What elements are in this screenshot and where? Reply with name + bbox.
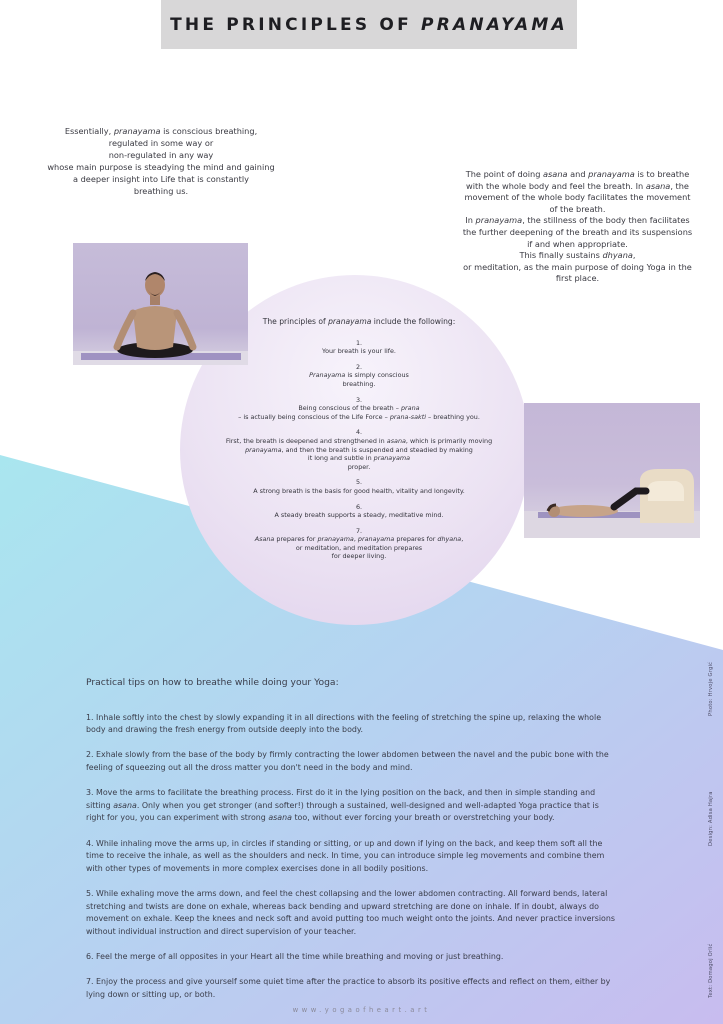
photo-credit: Photo: Hrvoje Grgić xyxy=(708,661,714,716)
tip-item: 5. While exhaling move the arms down, and feel the chest collapsing and the lower abdomen contracting. All forward bends, lateral stretching and twists are done on exhale, whereas back bending and upward stretching are done on inhale. If in doubt, always do movement on exhale. Keep the knees and neck soft and avoid putting too much weight onto the joints. And never practice inversions without individual instruction and direct supervision of your teacher. xyxy=(86,888,615,936)
principle-item: 4. First, the breath is deepened and strengthened in asana, which is primarily moving pranayama, and then the breath is suspended and steadied by making it long and subtle in pranayama proper. xyxy=(225,428,493,471)
tip-item: 6. Feel the merge of all opposites in your Heart all the time while breathing and moving or just breathing. xyxy=(86,951,504,961)
principle-item: 6. A steady breath supports a steady, meditative mind. xyxy=(274,502,444,520)
principle-item: 5. A strong breath is the basis for good health, vitality and longevity. xyxy=(253,478,465,495)
tip-item: 3. Move the arms to facilitate the breathing process. First do it in the lying position on the back, and then in simple standing and sitting asana. Only when you get stronger (and softer!) through a sustained, well-designed and well-adapted Yoga practice that is right for you, you can experiment with strong asana too, without ever forcing your breath or overstretching your body. xyxy=(86,788,599,823)
tip-item: 1. Inhale softly into the chest by slowly expanding it in all directions with the feeling of stretching the spine up, relaxing the whole body and drawing the fresh energy from outside deeply into the body. xyxy=(86,712,602,735)
footer-website: www.yogaofheart.art xyxy=(292,1006,431,1014)
intro-right-text: The point of doing asana and pranayama is to breathe with the whole body and feel the breath. In asana, the movement of the whole body facilitates the movement of the breath. In pranayama, the stillness of the body then facilitates the further deepening of the breath and its suspensions if and when appropriate. This finally sustains dhyana, or meditation, as the main purpose of doing Yoga in the first place. xyxy=(462,169,693,284)
principle-item: 1. Your breath is your life. xyxy=(322,338,396,356)
page-title: THE PRINCIPLES OF PRANAYAMA xyxy=(170,14,568,35)
lying-relaxation-photo xyxy=(524,403,700,538)
intro-left-text: Essentially, pranayama is conscious breathing, regulated in some way or non-regulated in any way whose main purpose is steadying the mind and gaining a deeper insight into Life that is constantly breathing us. xyxy=(47,126,275,196)
design-credit: Design: Adisa Hajra xyxy=(708,791,714,846)
tip-item: 4. While inhaling move the arms up, in circles if standing or sitting, or up and down if lying on the back, and keep them soft all the time to receive the inhale, as well as the shoulders and neck. In time, you can introduce simple leg movements and combine them with other types of movements in more complex exercises done in all bodily positions. xyxy=(86,838,605,873)
principle-item: 3. Being conscious of the breath – prana – is actually being conscious of the Life Force – prana-sakti – breathing you. xyxy=(238,395,480,421)
tips-heading: Practical tips on how to breathe while doing your Yoga: xyxy=(86,677,339,688)
tip-item: 2. Exhale slowly from the base of the body by firmly contracting the lower abdomen between the navel and the pubic bone with the feeling of squeezing out all the dross matter you don't need in the body and mind. xyxy=(86,750,609,772)
title-banner xyxy=(161,0,577,49)
principles-list xyxy=(214,318,504,568)
practical-tips xyxy=(86,677,652,1014)
text-credit: Text: Domagoj Orlić xyxy=(708,943,714,998)
principle-item: 7. Asana prepares for pranayama, pranayama prepares for dhyana, or meditation, and meditation prepares for deeper living. xyxy=(254,526,464,561)
principles-heading: The principles of pranayama include the following: xyxy=(262,317,456,326)
tip-item: 7. Enjoy the process and give yourself some quiet time after the practice to absorb its positive effects and reflect on them, either by lying down or sitting up, or both. xyxy=(86,977,611,999)
principle-item: 2. Pranayama is simply conscious breathing. xyxy=(309,362,409,388)
